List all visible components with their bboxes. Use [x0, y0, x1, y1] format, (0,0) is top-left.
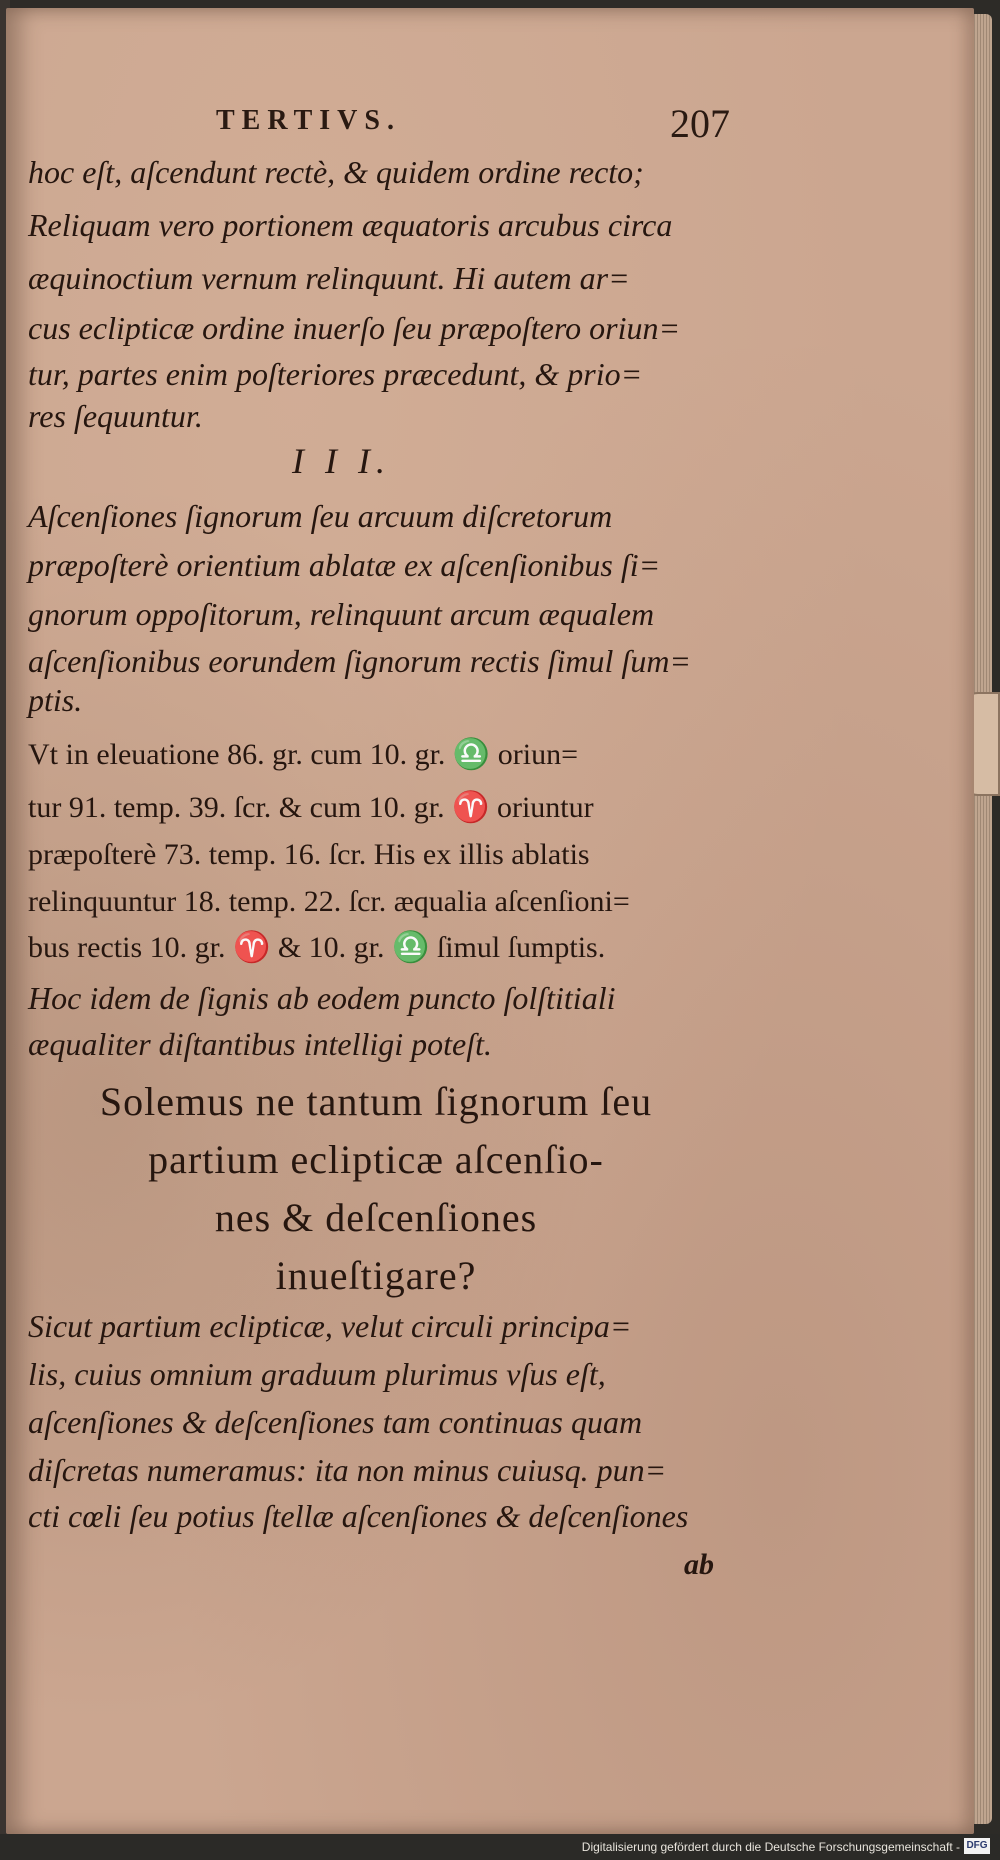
text-line: aſcenſiones & deſcenſiones tam continuas quam [28, 1404, 643, 1440]
text-line: Hoc idem de ſignis ab eodem puncto ſolſtitiali [28, 980, 616, 1016]
text-line: Aſcenſiones ſignorum ſeu arcuum diſcretorum [28, 498, 613, 534]
book-page [6, 8, 974, 1834]
page-text [6, 8, 974, 1834]
text-line: æqualiter diſtantibus intelligi poteſt. [28, 1026, 492, 1062]
question-heading-line: inueſtigare? [275, 1253, 477, 1298]
question-heading-line: nes & deſcenſiones [214, 1195, 538, 1240]
digitization-credit: Digitalisierung gefördert durch die Deutsche Forschungsgemeinschaft - [581, 1840, 960, 1854]
text-line: aſcenſionibus eorundem ſignorum rectis ſimul ſum= [28, 643, 692, 679]
text-line: Sicut partium eclipticæ, velut circuli principa= [28, 1308, 632, 1344]
text-line: bus rectis 10. gr. ♈ & 10. gr. ♎ ſimul ſumptis. [28, 931, 606, 964]
text-line: relinquuntur 18. temp. 22. ſcr. æqualia aſcenſioni= [28, 885, 630, 918]
text-line: diſcretas numeramus: ita non minus cuiusq. pun= [28, 1452, 667, 1488]
page-edges [972, 14, 992, 1824]
text-line: Vt in eleuatione 86. gr. cum 10. gr. ♎ oriun= [28, 738, 579, 771]
catchword: ab [684, 1548, 714, 1581]
running-head: TERTIVS. [216, 105, 401, 136]
text-line: præpoſterè 73. temp. 16. ſcr. His ex illis ablatis [28, 838, 590, 871]
text-line: gnorum oppoſitorum, relinquunt arcum æqualem [28, 596, 655, 632]
question-heading-line: partium eclipticæ aſcenſio- [148, 1137, 604, 1182]
text-line: res ſequuntur. [28, 398, 203, 434]
text-line: tur, partes enim poſteriores præcedunt, & prio= [28, 356, 643, 392]
text-line: hoc eſt, aſcendunt rectè, & quidem ordine recto; [28, 154, 644, 190]
text-line: lis, cuius omnium graduum plurimus vſus eſt, [28, 1356, 606, 1392]
text-line: ptis. [28, 682, 83, 718]
text-line: Reliquam vero portionem æquatoris arcubus circa [28, 207, 673, 243]
text-line: cti cœli ſeu potius ſtellæ aſcenſiones & deſcenſiones [28, 1498, 689, 1534]
page-number: 207 [670, 101, 730, 146]
question-heading-line: Solemus ne tantum ſignorum ſeu [99, 1079, 653, 1124]
text-line: præpoſterè orientium ablatæ ex aſcenſionibus ſi= [28, 547, 661, 583]
section-numeral: I I I. [292, 441, 391, 481]
text-line: æquinoctium vernum relinquunt. Hi autem ar= [28, 260, 630, 296]
text-line: cus eclipticæ ordine inuerſo ſeu præpoſtero oriun= [28, 310, 681, 346]
dfg-logo-icon: DFG [964, 1838, 990, 1854]
text-line: tur 91. temp. 39. ſcr. & cum 10. gr. ♈ oriuntur [28, 791, 594, 824]
